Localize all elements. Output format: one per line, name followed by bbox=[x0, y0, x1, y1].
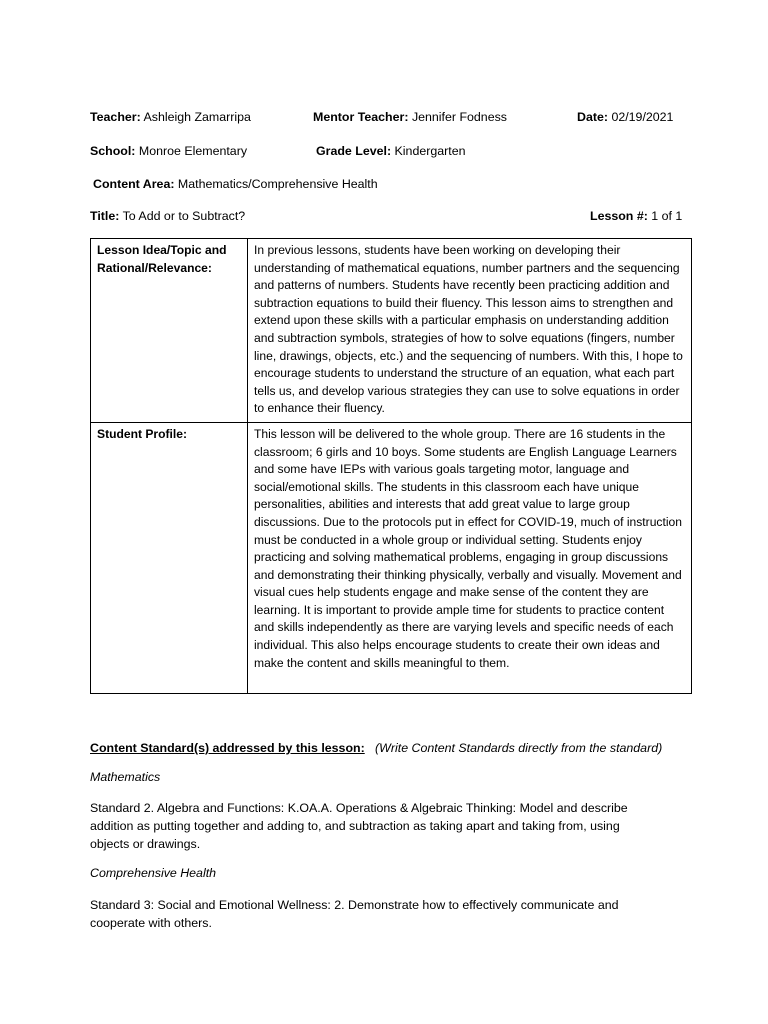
title-value: To Add or to Subtract? bbox=[122, 209, 246, 223]
lesson-number-line bbox=[590, 208, 682, 225]
title-label: Title: bbox=[90, 209, 120, 223]
lesson-info-table bbox=[90, 238, 692, 694]
math-standard: Standard 2. Algebra and Functions: K.OA.A. Operations & Algebraic Thinking: Model and describe addition as putting together and adding to, and subtraction as taking apart and taking from, using objects or drawings. bbox=[90, 801, 628, 851]
date-line bbox=[577, 109, 673, 126]
grade-line bbox=[316, 143, 465, 160]
row-heading: Lesson Idea/Topic and Rational/Relevance: bbox=[91, 239, 248, 423]
grade-label: Grade Level: bbox=[316, 144, 392, 158]
row-heading: Student Profile: bbox=[91, 422, 248, 693]
lesson-number-label: Lesson #: bbox=[590, 209, 648, 223]
content-area-label: Content Area: bbox=[93, 177, 175, 191]
date-label: Date: bbox=[577, 110, 608, 124]
standards-heading-line bbox=[90, 740, 662, 757]
standards-heading: Content Standard(s) addressed by this lesson: bbox=[90, 741, 365, 755]
content-area-line bbox=[93, 176, 378, 193]
teacher-name: Ashleigh Zamarripa bbox=[143, 110, 251, 124]
teacher-line bbox=[90, 109, 251, 126]
school-label: School: bbox=[90, 144, 136, 158]
table-row bbox=[91, 239, 692, 423]
grade-value: Kindergarten bbox=[394, 144, 466, 158]
content-area-value: Mathematics/Comprehensive Health bbox=[177, 177, 378, 191]
standards-note: (Write Content Standards directly from the standard) bbox=[375, 741, 663, 755]
school-line bbox=[90, 143, 247, 160]
teacher-label: Teacher: bbox=[90, 110, 141, 124]
mentor-name: Jennifer Fodness bbox=[411, 110, 507, 124]
health-standard: Standard 3: Social and Emotional Wellness: 2. Demonstrate how to effectively communicate and cooperate with others. bbox=[90, 898, 619, 930]
row-body: This lesson will be delivered to the whole group. There are 16 students in the classroom; 6 girls and 10 boys. Some students are English Language Learners and some have IEPs with various goals targeting motor, language and social/emotional skills. The students in this classroom each have unique personalities, abilities and interests that add great value to large group discussions. Due to the protocols put in effect for COVID-19, much of instruction must be conducted in a whole group or individual setting. Students enjoy practicing and solving mathematical problems, engaging in group discussions and demonstrating their thinking physically, verbally and visually. Movement and visual cues help students engage and make sense of the content they are learning. It is important to provide ample time for students to practice content and skills independently as there are varying levels and specific needs of each individual. This also helps encourage students to create their own ideas and make the content and skills meaningful to them. bbox=[248, 422, 692, 693]
title-line bbox=[90, 208, 245, 225]
mentor-line bbox=[313, 109, 507, 126]
school-name: Monroe Elementary bbox=[138, 144, 248, 158]
table-row bbox=[91, 422, 692, 693]
row-body: In previous lessons, students have been working on developing their understanding of mathematical equations, number partners and the sequencing and patterns of numbers. Students have recently been practicing addition and subtraction equations to build their fluency. This lesson aims to strengthen and extend upon these skills with a particular emphasis on understanding addition and subtraction symbols, strategies of how to solve equations (fingers, number line, drawings, objects, etc.) and the sequencing of numbers. With this, I hope to encourage students to understand the structure of an equation, what each part tells us, and develop various strategies they can use to solve equations in order to enhance their fluency. bbox=[248, 239, 692, 423]
health-label: Comprehensive Health bbox=[90, 866, 217, 880]
mentor-label: Mentor Teacher: bbox=[313, 110, 409, 124]
math-label: Mathematics bbox=[90, 770, 161, 784]
lesson-number-value: 1 of 1 bbox=[651, 209, 683, 223]
date-value: 02/19/2021 bbox=[611, 110, 674, 124]
